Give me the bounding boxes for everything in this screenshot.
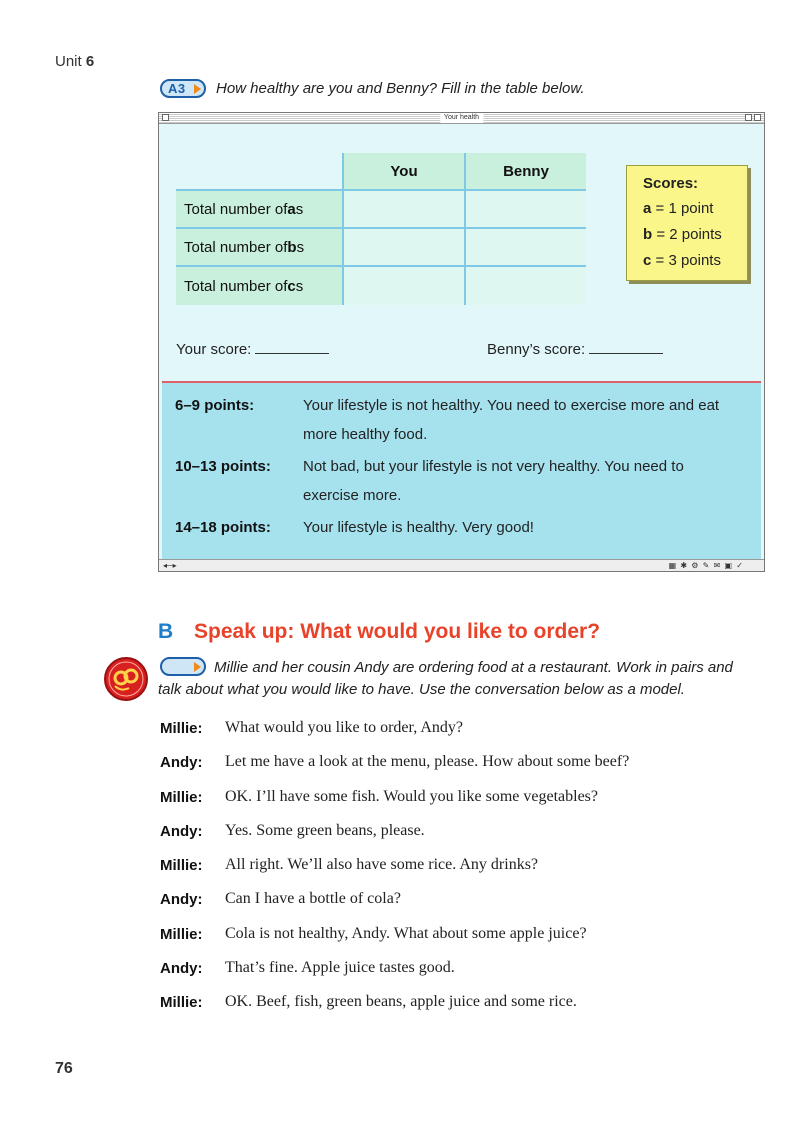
table-row-label-b — [176, 229, 342, 265]
row-label-letter: a — [287, 200, 296, 218]
row-label-suffix: s — [296, 238, 305, 256]
table-area — [162, 124, 761, 381]
section-b-letter: B — [158, 620, 174, 643]
play-arrow-icon — [194, 84, 201, 94]
status-tool-icons[interactable]: ▦ ✱ ⚙ ✎ ✉ ▣ ✓ — [668, 561, 744, 570]
range-desc-1: Your lifestyle is not healthy. You need to exercise more and eat more healthy food. — [303, 397, 720, 443]
dialogue-line: Let me have a look at the menu, please. How about some beef? — [225, 753, 630, 770]
grid-line — [176, 265, 586, 267]
a3-badge-label: A3 — [168, 81, 186, 96]
status-scroll-icon[interactable]: ◂─▸ — [163, 561, 177, 570]
window-zoom-icon[interactable] — [745, 114, 752, 121]
dialogue-speaker: Millie: — [160, 857, 203, 874]
dialogue-line: Can I have a bottle of cola? — [225, 890, 401, 907]
your-score-line — [176, 341, 329, 358]
unit-number: 6 — [85, 53, 95, 70]
dialogue-line: All right. We’ll also have some rice. Any drinks? — [225, 856, 539, 873]
row-label-letter: b — [287, 238, 297, 256]
dialogue-speaker: Millie: — [160, 926, 203, 943]
grid-line — [176, 189, 586, 191]
cell-you-c[interactable] — [344, 267, 464, 305]
unit-label-text: Unit — [55, 53, 82, 70]
row-label-prefix: Total number of — [184, 238, 288, 256]
range-label-1: 6–9 points: — [175, 397, 255, 414]
dialogue-speaker: Andy: — [160, 960, 203, 977]
speaking-pair-icon — [103, 656, 149, 702]
unit-label — [55, 53, 94, 70]
dialogue-line: That’s fine. Apple juice tastes good. — [225, 959, 455, 976]
scores-box — [626, 165, 748, 281]
cell-benny-c[interactable] — [466, 267, 586, 305]
row-label-letter: c — [287, 277, 296, 295]
dialogue-speaker: Millie: — [160, 789, 203, 806]
dialogue-line: OK. Beef, fish, green beans, apple juice and some rice. — [225, 993, 577, 1010]
table-header-you: You — [344, 153, 464, 189]
dialogue-line: What would you like to order, Andy? — [225, 719, 463, 736]
a3-instruction: How healthy are you and Benny? Fill in the table below. — [216, 80, 585, 97]
health-window — [158, 112, 765, 572]
dialogue-line: Cola is not healthy, Andy. What about some apple juice? — [225, 925, 587, 942]
row-label-prefix: Total number of — [184, 277, 288, 295]
cell-you-a[interactable] — [344, 191, 464, 227]
window-title: Your health — [440, 113, 483, 123]
range-label-3: 14–18 points: — [175, 519, 271, 536]
table-row-label-a — [176, 191, 342, 227]
range-label-2: 10–13 points: — [175, 458, 271, 475]
window-collapse-icon[interactable] — [754, 114, 761, 121]
section-b-instruction: Millie and her cousin Andy are ordering food at a restaurant. Work in pairs and talk about what you would like to have. Use the conversation below as a model. — [158, 659, 733, 698]
score-letter: a — [643, 200, 652, 217]
score-letter: b — [643, 226, 653, 243]
grid-line — [464, 153, 466, 305]
row-label-suffix: s — [295, 277, 304, 295]
row-label-prefix: Total number of — [184, 200, 288, 218]
dialogue-speaker: Millie: — [160, 994, 203, 1011]
dialogue-speaker: Andy: — [160, 823, 203, 840]
cell-benny-a[interactable] — [466, 191, 586, 227]
score-value: = 2 points — [652, 226, 722, 243]
dialogue-speaker: Millie: — [160, 720, 203, 737]
scores-title: Scores: — [643, 175, 699, 192]
grid-line — [176, 227, 586, 229]
cell-benny-b[interactable] — [466, 229, 586, 265]
section-b-title: Speak up: What would you like to order? — [194, 620, 601, 643]
dialogue-speaker: Andy: — [160, 754, 203, 771]
score-value: = 1 point — [651, 200, 714, 217]
ranges-area — [162, 381, 761, 562]
window-statusbar — [159, 559, 764, 571]
table-header-benny: Benny — [466, 153, 586, 189]
score-letter: c — [643, 252, 652, 269]
score-item-b — [643, 222, 747, 248]
window-close-icon[interactable] — [162, 114, 169, 121]
range-desc-3: Your lifestyle is healthy. Very good! — [303, 519, 534, 536]
score-value: = 3 points — [651, 252, 721, 269]
score-item-a — [643, 196, 747, 222]
a3-badge — [160, 79, 206, 98]
your-score-label: Your score: — [176, 341, 252, 358]
your-score-blank[interactable] — [255, 341, 329, 354]
table-row-label-c — [176, 267, 342, 305]
range-desc-2: Not bad, but your lifestyle is not very healthy. You need to exercise more. — [303, 458, 684, 504]
dialogue-speaker: Andy: — [160, 891, 203, 908]
score-item-c — [643, 248, 747, 274]
row-label-suffix: s — [295, 200, 304, 218]
window-titlebar[interactable] — [159, 113, 764, 124]
benny-score-label: Benny’s score: — [487, 341, 586, 358]
benny-score-blank[interactable] — [589, 341, 663, 354]
dialogue-line: OK. I’ll have some fish. Would you like some vegetables? — [225, 788, 598, 805]
cell-you-b[interactable] — [344, 229, 464, 265]
page-number: 76 — [55, 1060, 73, 1077]
benny-score-line — [487, 341, 663, 358]
grid-line — [342, 153, 344, 305]
dialogue-line: Yes. Some green beans, please. — [225, 822, 425, 839]
